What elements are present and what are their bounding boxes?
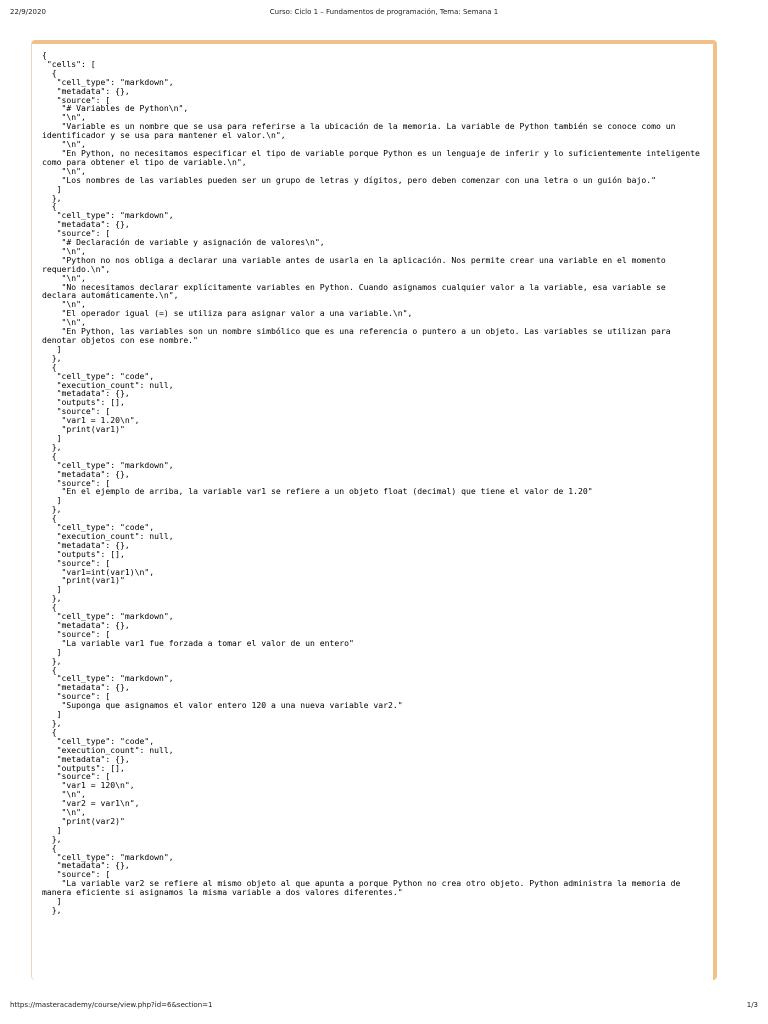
code-line: "source": [ [42,94,111,105]
code-line: "print(var1)" [42,575,125,586]
code-line: "Suponga que asignamos el valor entero 120 a una nueva variable var2." [42,700,403,711]
code-line: "La variable var1 fue forzada a tomar el valor de un entero" [42,637,354,648]
page-url[interactable]: https://masteracademy/course/view.php?id=6&section=1 [10,1001,213,1009]
print-header [10,8,758,22]
code-line: "var2 = var1\n", [42,798,140,809]
code-line: "var1 = 1.20\n", [42,415,140,426]
code-line: }, [42,655,62,666]
code-line: "cell_type": "markdown", [42,459,174,470]
print-date: 22/9/2020 [10,8,46,16]
code-line: "outputs": [], [42,762,125,773]
code-line: "# Declaración de variable y asignación de valores\n", [42,237,325,248]
code-line: { [42,50,47,60]
code-line: ] [42,646,62,657]
code-line: "var1=int(var1)\n", [42,566,155,577]
code-line: "\n", [42,789,86,800]
code-line: "\n", [42,112,86,123]
print-footer [10,1001,758,1013]
code-line: "\n", [42,807,86,818]
code-line: "\n", [42,139,86,150]
code-line: "source": [ [42,477,111,488]
code-line: "En el ejemplo de arriba, la variable var1 se refiere a un objeto float (decimal) que tiene el valor de 1.20" [42,486,593,497]
code-line: "\n", [42,317,86,328]
code-line: "outputs": [], [42,397,125,408]
code-line: }, [42,352,62,363]
code-line: "cell_type": "markdown", [42,210,174,221]
code-line: "source": [ [42,406,111,417]
code-line: "metadata": {}, [42,85,130,96]
code-line: }, [42,441,62,452]
code-line: "cell_type": "code", [42,370,155,381]
code-line: }, [42,717,62,728]
code-line: { [42,726,57,737]
code-line: "En Python, las variables son un nombre simbólico que es una referencia o puntero a un objeto. Las variables se utilizan para denotar objetos con ese nombre." [42,326,676,345]
code-line: "cell_type": "markdown", [42,611,174,622]
code-line: "metadata": {}, [42,388,130,399]
code-line: }, [42,905,62,915]
code-line: "La variable var2 se refiere al mismo objeto al que apunta a porque Python no crea otro objeto. Python administra la memoria de manera eficiente si asignamos la misma variable a dos valores diferentes." [42,878,686,898]
code-line: "No necesitamos declarar explícitamente variables en Python. Cuando asignamos cualquier valor a la variable, esa variable se declara automáticamente.\n", [42,281,671,301]
code-line: ] [42,495,62,506]
code-line: "metadata": {}, [42,539,130,550]
code-line: "cell_type": "markdown", [42,673,174,684]
code-line: ] [42,896,62,907]
code-line: }, [42,593,62,604]
code-line: { [42,361,57,372]
code-line: "En Python, no necesitamos especificar el tipo de variable porque Python es un lenguaje de inferir y lo suficientemente inteligente como para obtener el tipo de variable.\n", [42,147,705,167]
code-line: "metadata": {}, [42,468,130,479]
code-line: "source": [ [42,557,111,568]
notebook-json-source [32,44,704,915]
code-line: { [42,842,57,853]
code-line: "El operador igual (=) se utiliza para asignar valor a una variable.\n", [42,308,413,319]
code-line: ] [42,183,62,194]
code-line: "print(var1)" [42,424,125,435]
code-line: "Los nombres de las variables pueden ser un grupo de letras y dígitos, pero deben comenzar con una letra o un guión bajo." [42,174,656,185]
code-line: "metadata": {}, [42,753,130,764]
page-number: 1/3 [746,1001,758,1009]
code-line: { [42,664,57,675]
code-line: "source": [ [42,869,111,880]
code-line: "source": [ [42,228,111,239]
code-line: { [42,67,57,78]
code-line: "metadata": {}, [42,860,130,871]
code-block [31,40,717,980]
code-line: "metadata": {}, [42,682,130,693]
code-line: { [42,602,57,613]
code-line: "cell_type": "code", [42,522,155,533]
code-line: ] [42,584,62,595]
code-line: "cell_type": "markdown", [42,76,174,87]
code-line: "Python no nos obliga a declarar una variable antes de usarla en la aplicación. Nos permite crear una variable en el momento requerido.\n", [42,254,671,274]
code-line: "cell_type": "code", [42,735,155,746]
code-line: }, [42,192,62,203]
code-line: "metadata": {}, [42,620,130,630]
code-line: "print(var2)" [42,815,125,826]
code-line: ] [42,824,62,835]
code-line: "execution_count": null, [42,379,174,390]
code-line: "source": [ [42,771,111,782]
code-line: "outputs": [], [42,548,125,559]
code-line: "source": [ [42,628,111,639]
code-line: "Variable es un nombre que se usa para referirse a la ubicación de la memoria. La variable de Python también se conoce como un identificador y se usa para mantener el valor.\n", [42,121,681,141]
code-line: "metadata": {}, [42,219,130,230]
code-line: { [42,513,57,524]
code-line: "\n", [42,299,86,310]
code-line: "\n", [42,165,86,176]
code-line: ] [42,343,62,354]
code-line: ] [42,709,62,720]
code-line: "cells": [ [42,58,96,69]
code-line: }, [42,504,62,515]
code-line: "\n", [42,272,86,283]
code-line: { [42,201,57,212]
code-line: "execution_count": null, [42,744,174,755]
code-line: "execution_count": null, [42,530,174,541]
code-line: "cell_type": "markdown", [42,851,174,862]
print-page-title: Curso: Ciclo 1 – Fundamentos de programación, Tema: Semana 1 [269,8,499,16]
code-line: "# Variables de Python\n", [42,103,189,114]
code-line: ] [42,432,62,443]
code-line: "var1 = 120\n", [42,780,135,791]
code-line: "\n", [42,245,86,256]
code-line: { [42,450,57,461]
code-line: "source": [ [42,691,111,702]
code-line: }, [42,833,62,844]
